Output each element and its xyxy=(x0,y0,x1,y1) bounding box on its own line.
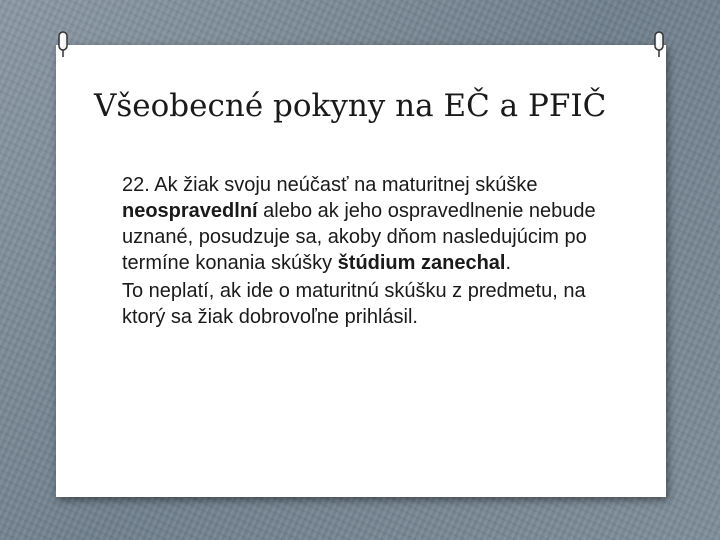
pushpin-icon xyxy=(652,30,666,58)
text-segment-bold: neospravedlní xyxy=(122,200,258,222)
pushpin-icon xyxy=(56,30,70,58)
text-segment: alebo ak jeho ospravedlnenie nebude uznané, posudzuje sa, akoby dňom nasledujúcim po termíne konania skúšky xyxy=(122,200,596,274)
text-segment: . xyxy=(505,252,512,274)
text-segment-bold: štúdium zanechal xyxy=(337,252,506,274)
text-segment: To neplatí, ak ide o maturitnú skúšku z predmetu, na ktorý sa žiak dobrovoľne prihlásil. xyxy=(122,280,586,328)
slide-title: Všeobecné pokyny na EČ a PFIČ xyxy=(94,88,607,124)
slide-body xyxy=(122,172,622,330)
text-segment: 22. Ak žiak svoju neúčasť na maturitnej skúške xyxy=(122,174,538,196)
paragraph-exception xyxy=(122,278,622,330)
paragraph-rule-22 xyxy=(122,172,622,276)
